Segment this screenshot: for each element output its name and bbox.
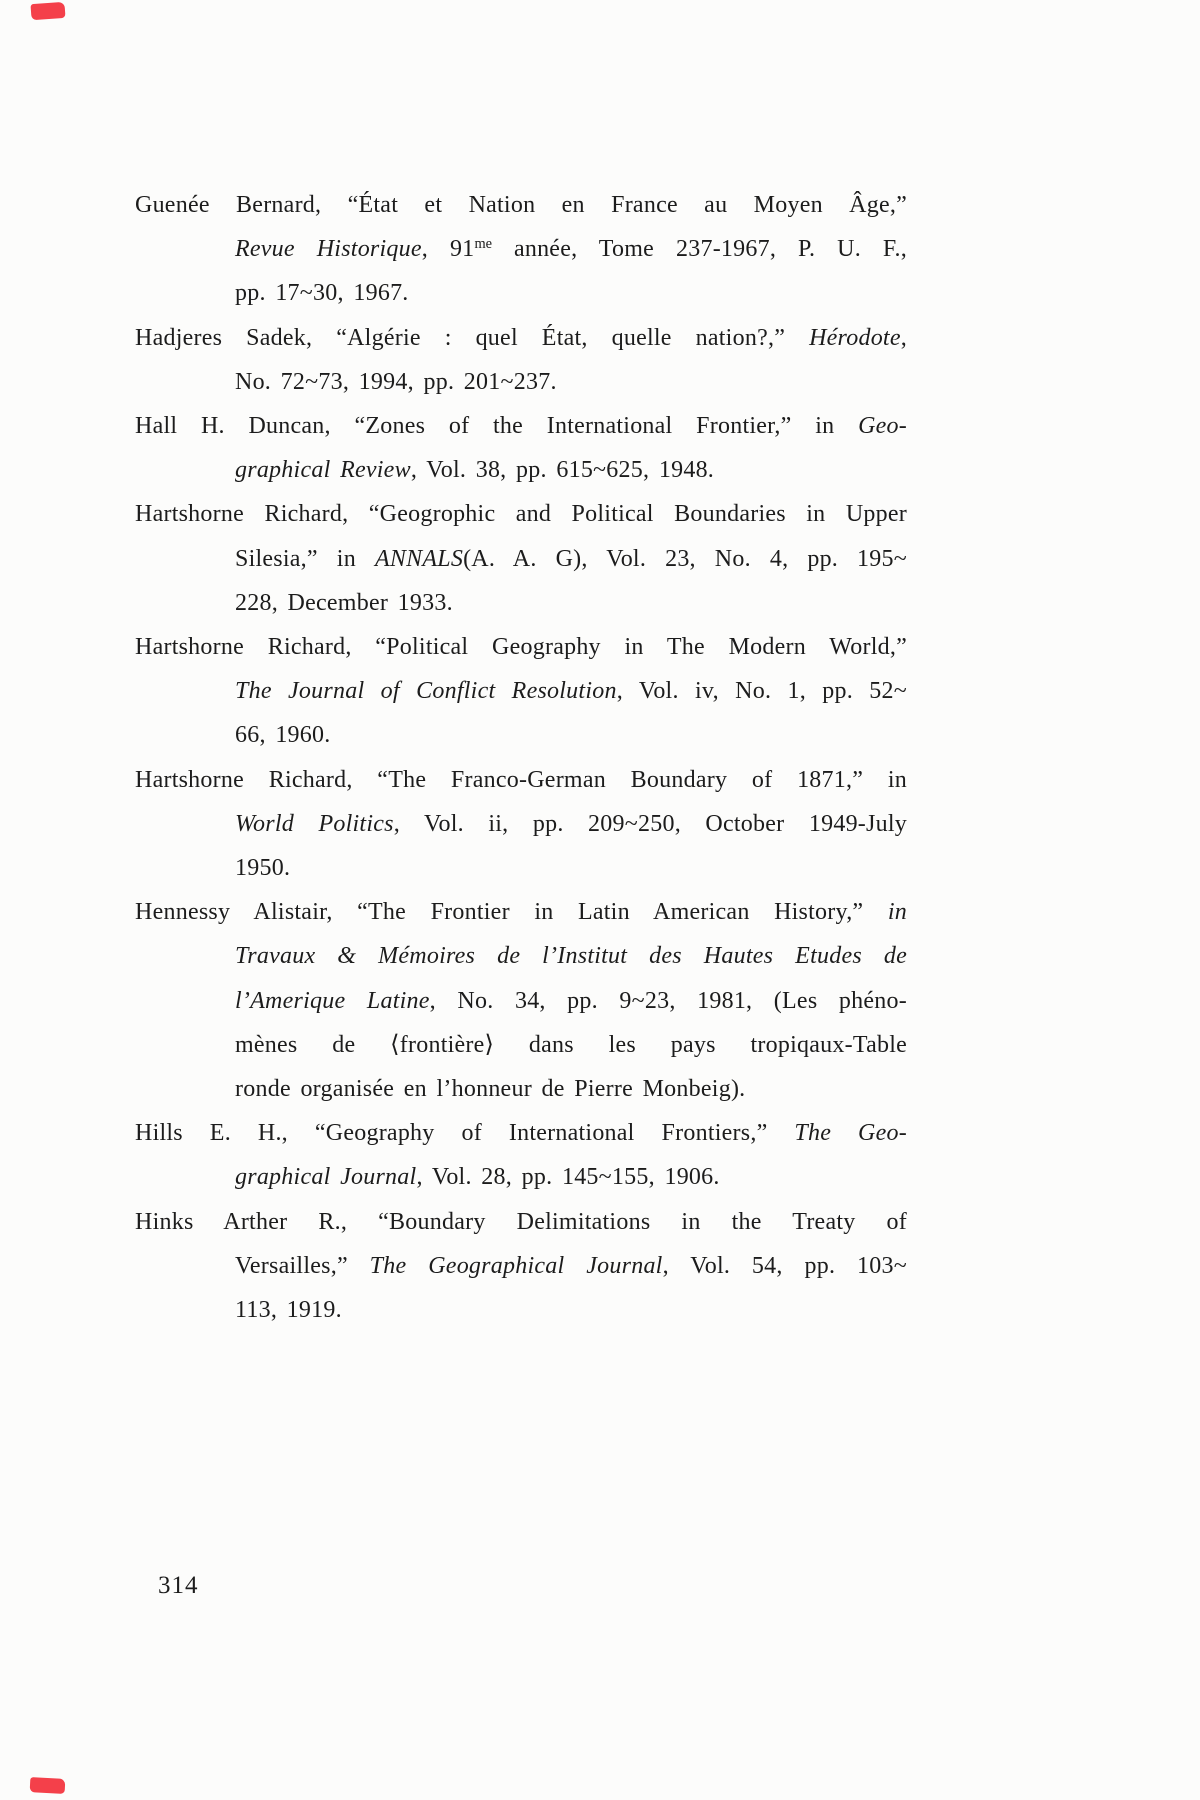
text-segment: The Journal of Conflict Resolution xyxy=(235,678,617,705)
text-segment: Versailles,” xyxy=(235,1252,370,1279)
text-segment: Hennessy Alistair, “The Frontier in Latin American History,” xyxy=(135,899,888,926)
text-segment: Hinks Arther R., “Boundary Delimitations in the Treaty of xyxy=(135,1208,907,1235)
bibliography-line xyxy=(135,669,907,713)
red-scan-mark-top xyxy=(30,2,65,20)
text-segment: , Vol. 38, pp. 615~625, 1948. xyxy=(410,457,715,484)
text-segment: 1950. xyxy=(235,855,291,882)
bibliography-line xyxy=(135,404,907,448)
bibliography-line xyxy=(135,1288,907,1332)
bibliography-line xyxy=(135,1067,907,1111)
bibliography-line xyxy=(135,1200,907,1244)
bibliography-entry xyxy=(135,492,907,625)
bibliography-entry xyxy=(135,183,907,316)
bibliography-line xyxy=(135,581,907,625)
text-segment: , 91 xyxy=(421,236,475,263)
text-segment: , No. 34, pp. 9~23, 1981, (Les phéno- xyxy=(429,987,907,1014)
bibliography-line xyxy=(135,227,907,271)
bibliography-entry xyxy=(135,625,907,758)
text-segment: , Vol. 28, pp. 145~155, 1906. xyxy=(416,1164,720,1191)
bibliography-line xyxy=(135,537,907,581)
text-segment: , xyxy=(900,324,907,351)
text-segment: graphical Review xyxy=(235,457,411,484)
bibliography-line xyxy=(135,316,907,360)
text-segment: Hall H. Duncan, “Zones of the International Frontier,” in xyxy=(135,413,859,440)
bibliography-entry xyxy=(135,890,907,1111)
bibliography-line xyxy=(135,713,907,757)
bibliography-line xyxy=(135,360,907,404)
bibliography-line xyxy=(135,1155,907,1199)
text-segment: Hérodote xyxy=(809,324,901,351)
text-segment: Hadjeres Sadek, “Algérie : quel État, quelle nation?,” xyxy=(135,324,810,351)
text-segment: Silesia,” in xyxy=(235,545,375,572)
text-segment: 66, 1960. xyxy=(235,722,331,749)
bibliography-line xyxy=(135,492,907,536)
bibliography-entry xyxy=(135,758,907,891)
text-segment: mènes de ⟨frontière⟩ dans les pays tropiqaux-Table xyxy=(235,1031,907,1058)
text-segment: ANNALS xyxy=(374,545,464,572)
bibliography-entry xyxy=(135,316,907,404)
bibliography-entry xyxy=(135,1111,907,1199)
text-segment: Revue Historique xyxy=(235,236,422,263)
bibliography-line xyxy=(135,625,907,669)
bibliography-line xyxy=(135,802,907,846)
text-segment: 228, December 1933. xyxy=(235,589,453,616)
bibliography-line xyxy=(135,846,907,890)
text-segment: Travaux & Mémoires de l’Institut des Hautes Etudes de xyxy=(235,943,907,970)
text-segment: in xyxy=(887,899,907,926)
bibliography-line xyxy=(135,979,907,1023)
text-segment: (A. A. G), Vol. 23, No. 4, pp. 195~ xyxy=(463,545,907,572)
text-segment: Hills E. H., “Geography of International Frontiers,” xyxy=(135,1120,795,1147)
text-segment: The Geographical Journal xyxy=(369,1252,663,1279)
bibliography-list xyxy=(135,183,907,1332)
text-segment: pp. 17~30, 1967. xyxy=(235,280,409,307)
bibliography-line xyxy=(135,758,907,802)
text-segment: Hartshorne Richard, “Geogrophic and Political Boundaries in Upper xyxy=(135,501,907,528)
bibliography-line xyxy=(135,934,907,978)
text-segment: Hartshorne Richard, “The Franco-German Boundary of 1871,” in xyxy=(135,766,907,793)
text-segment: , Vol. ii, pp. 209~250, October 1949-July xyxy=(393,810,908,837)
text-segment: 113, 1919. xyxy=(235,1297,342,1324)
page-number: 314 xyxy=(158,1572,199,1599)
bibliography-line xyxy=(135,1244,907,1288)
text-segment: ronde organisée en l’honneur de Pierre Monbeig). xyxy=(235,1076,746,1103)
text-segment: , Vol. iv, No. 1, pp. 52~ xyxy=(616,678,908,705)
text-segment: Hartshorne Richard, “Political Geography in The Modern World,” xyxy=(135,634,907,661)
text-segment: Guenée Bernard, “État et Nation en France au Moyen Âge,” xyxy=(135,192,907,218)
bibliography-line xyxy=(135,1023,907,1067)
bibliography-line xyxy=(135,448,907,492)
text-segment: , Vol. 54, pp. 103~ xyxy=(662,1252,907,1279)
text-segment: World Politics xyxy=(235,810,394,837)
text-segment: The Geo- xyxy=(794,1120,907,1147)
text-segment: l’Amerique Latine xyxy=(235,987,430,1014)
bibliography-entry xyxy=(135,1200,907,1333)
bibliography-line xyxy=(135,1111,907,1155)
text-segment: année, Tome 237-1967, P. U. F., xyxy=(492,236,907,263)
text-segment: me xyxy=(474,236,493,253)
bibliography-line xyxy=(135,890,907,934)
red-scan-mark-bottom xyxy=(30,1777,66,1794)
bibliography-entry xyxy=(135,404,907,492)
text-segment: graphical Journal xyxy=(235,1164,417,1191)
bibliography-line xyxy=(135,183,907,227)
text-segment: No. 72~73, 1994, pp. 201~237. xyxy=(235,368,557,395)
text-segment: Geo- xyxy=(858,413,907,440)
bibliography-line xyxy=(135,271,907,315)
